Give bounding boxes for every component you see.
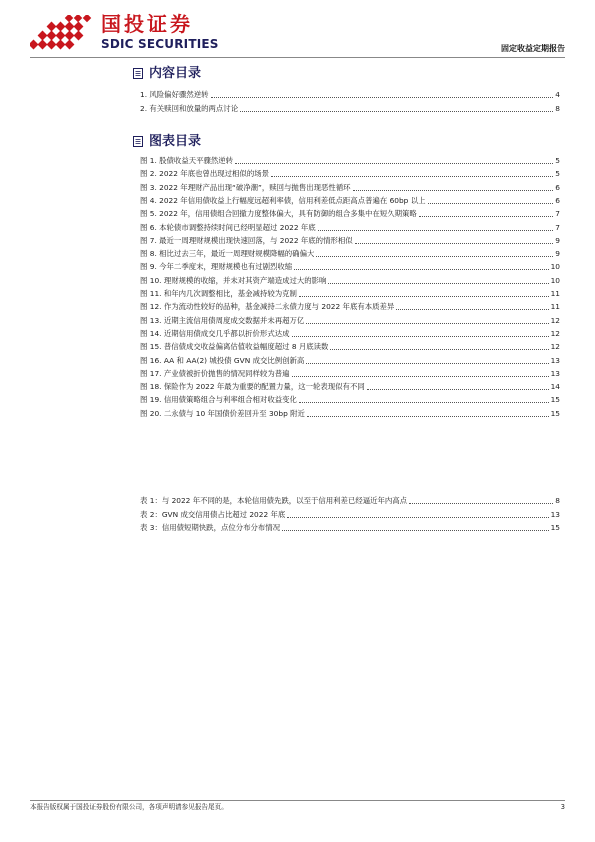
toc-entry[interactable]	[140, 274, 560, 286]
document-icon	[133, 68, 143, 79]
document-icon	[133, 136, 143, 147]
toc-entry-page: 6	[555, 195, 560, 205]
toc-entry-page: 8	[555, 496, 560, 505]
toc-entry-label: 表 3：信用债短期快跌，点位分布分布情况	[140, 523, 281, 532]
toc-entry-label: 表 1：与 2022 年不同的是，本轮信用债先跌，以至于信用利差已经逼近年内高点	[140, 496, 408, 505]
header-divider	[30, 57, 565, 58]
leader-dots	[307, 416, 549, 417]
toc-entry-page: 11	[550, 289, 560, 298]
leader-dots	[318, 230, 554, 231]
leader-dots	[316, 256, 553, 257]
toc-entry-page: 15	[550, 408, 560, 418]
contents-title: 内容目录	[149, 66, 202, 81]
toc-entry[interactable]	[140, 287, 560, 299]
toc-entry-page: 12	[550, 342, 560, 352]
toc-entry-page: 11	[550, 302, 560, 312]
leader-dots	[235, 163, 553, 164]
toc-entry[interactable]	[140, 494, 560, 506]
toc-entry-label: 图 18. 保险作为 2022 年最为重要的配置力量，这一轮表现似有不同	[140, 382, 365, 392]
toc-entry-page: 5	[555, 156, 560, 165]
toc-entry-label: 图 14. 近期信用债成交几乎都以折价形式达成	[140, 328, 290, 338]
leader-dots	[299, 296, 549, 297]
leader-dots	[292, 376, 549, 377]
toc-entry-page: 4	[555, 90, 560, 99]
toc-entry-page: 9	[555, 249, 560, 259]
toc-entry[interactable]	[140, 247, 560, 259]
toc-entry-label: 图 3. 2022 年理财产品出现“破净潮”，赎回与抛售出现恶性循环	[140, 182, 351, 192]
toc-entry[interactable]	[140, 221, 560, 233]
toc-entry-page: 13	[550, 509, 560, 519]
toc-entry-page: 5	[555, 169, 560, 179]
figures-title: 图表目录	[149, 134, 202, 149]
toc-entry-label: 表 2：GVN 成交信用债占比超过 2022 年底	[140, 509, 286, 519]
toc-entry[interactable]	[140, 167, 560, 179]
company-name-en: SDIC SECURITIES	[101, 37, 219, 51]
leader-dots	[211, 97, 554, 98]
leader-dots	[292, 336, 549, 337]
toc-entry[interactable]	[140, 300, 560, 312]
toc-entry-page: 10	[550, 275, 560, 285]
toc-entry-label: 图 2. 2022 年底也曾出现过相似的场景	[140, 169, 269, 179]
leader-dots	[396, 309, 548, 310]
page-header	[0, 0, 595, 62]
leader-dots	[240, 111, 553, 112]
toc-entry[interactable]	[140, 207, 560, 219]
toc-entry[interactable]	[140, 327, 560, 339]
leader-dots	[419, 216, 553, 217]
leader-dots	[355, 243, 554, 244]
toc-entry-page: 10	[550, 262, 560, 272]
toc-entry-page: 6	[555, 182, 560, 192]
leader-dots	[409, 503, 553, 504]
toc-entry-label: 图 20. 二永债与 10 年国债价差回升至 30bp 附近	[140, 408, 305, 418]
leader-dots	[299, 402, 549, 403]
toc-entry-label: 图 7. 最近一周理财规模出现快速回落，与 2022 年底的情形相似	[140, 235, 353, 245]
toc-entry[interactable]	[140, 367, 560, 379]
toc-entry-label: 图 9. 今年二季度末，理财规模也有过剧烈收缩	[140, 262, 293, 272]
toc-entry-label: 2. 有关赎回和放量的两点讨论	[140, 104, 239, 113]
toc-entry[interactable]	[140, 393, 560, 405]
leader-dots	[306, 323, 548, 324]
toc-entry-page: 15	[550, 395, 560, 405]
toc-entry[interactable]	[140, 260, 560, 272]
toc-entry-page: 12	[550, 315, 560, 325]
leader-dots	[353, 190, 554, 191]
company-logo-icon	[30, 15, 94, 51]
toc-entry[interactable]	[140, 508, 560, 520]
leader-dots	[306, 363, 548, 364]
toc-entry-page: 14	[550, 382, 560, 392]
company-name-cn: 国投证券	[101, 12, 193, 36]
toc-entry-page: 9	[555, 235, 560, 245]
toc-entry[interactable]	[140, 88, 560, 100]
toc-entry[interactable]	[140, 102, 560, 114]
toc-entry[interactable]	[140, 234, 560, 246]
toc-entry-page: 13	[550, 355, 560, 365]
toc-entry[interactable]	[140, 340, 560, 352]
toc-entry[interactable]	[140, 521, 560, 533]
toc-entry[interactable]	[140, 407, 560, 419]
leader-dots	[328, 283, 548, 284]
leader-dots	[428, 203, 554, 204]
toc-entry-label: 图 12. 作为流动性较好的品种，基金减持二永债力度与 2022 年底有本质差异	[140, 302, 395, 312]
toc-entry-label: 图 11. 和年内几次调整相比，基金减持较为克制	[140, 289, 297, 298]
toc-entry-page: 12	[550, 328, 560, 338]
toc-entry[interactable]	[140, 154, 560, 166]
toc-entry-label: 图 5. 2022 年，信用债组合回撤力度整体偏大，具有防御的组合多集中在短久期策略	[140, 209, 417, 219]
footer-disclaimer: 本报告版权属于国投证券股份有限公司，各项声明请参见报告尾页。	[30, 803, 228, 811]
leader-dots	[294, 269, 548, 270]
report-type: 固定收益定期报告	[501, 44, 565, 53]
toc-entry-page: 8	[555, 104, 560, 113]
page-number: 3	[560, 803, 565, 811]
toc-entry-label: 图 13. 近期主流信用债周度成交数据并未再超万亿	[140, 315, 305, 325]
toc-entry-label: 图 1. 股债收益天平骤然逆转	[140, 156, 234, 165]
leader-dots	[282, 530, 549, 531]
toc-entry-label: 图 19. 信用债策略组合与利率组合相对收益变化	[140, 395, 297, 405]
toc-entry-label: 图 17. 产业债被折价抛售的情况同样较为普遍	[140, 368, 290, 378]
leader-dots	[367, 389, 549, 390]
toc-entry[interactable]	[140, 380, 560, 392]
toc-entry-page: 13	[550, 368, 560, 378]
toc-entry[interactable]	[140, 354, 560, 366]
toc-entry[interactable]	[140, 181, 560, 193]
toc-entry[interactable]	[140, 194, 560, 206]
toc-entry-label: 图 8. 相比过去三年，最近一周理财规模降幅的确偏大	[140, 249, 315, 259]
leader-dots	[287, 517, 548, 518]
toc-entry-label: 图 4. 2022 年信用债收益上行幅度远超利率债，信用利差低点距高点普遍在 60bp 以上	[140, 195, 426, 205]
footer-divider	[30, 800, 565, 801]
toc-entry[interactable]	[140, 314, 560, 326]
toc-entry-label: 图 6. 本轮债市调整持续时间已经明显超过 2022 年底	[140, 222, 316, 232]
leader-dots	[271, 176, 553, 177]
toc-entry-label: 1. 风险偏好骤然逆转	[140, 90, 209, 99]
toc-entry-page: 7	[555, 209, 560, 219]
toc-entry-label: 图 15. 普信债成交收益偏离估值收益幅度超过 8 月底读数	[140, 342, 329, 352]
toc-entry-page: 7	[555, 222, 560, 232]
toc-entry-label: 图 16. AA 和 AA(2) 城投债 GVN 成交比例创新高	[140, 355, 305, 365]
leader-dots	[330, 349, 548, 350]
toc-entry-label: 图 10. 理财规模的收缩，并未对其资产端造成过大的影响	[140, 275, 327, 285]
toc-entry-page: 15	[550, 523, 560, 532]
